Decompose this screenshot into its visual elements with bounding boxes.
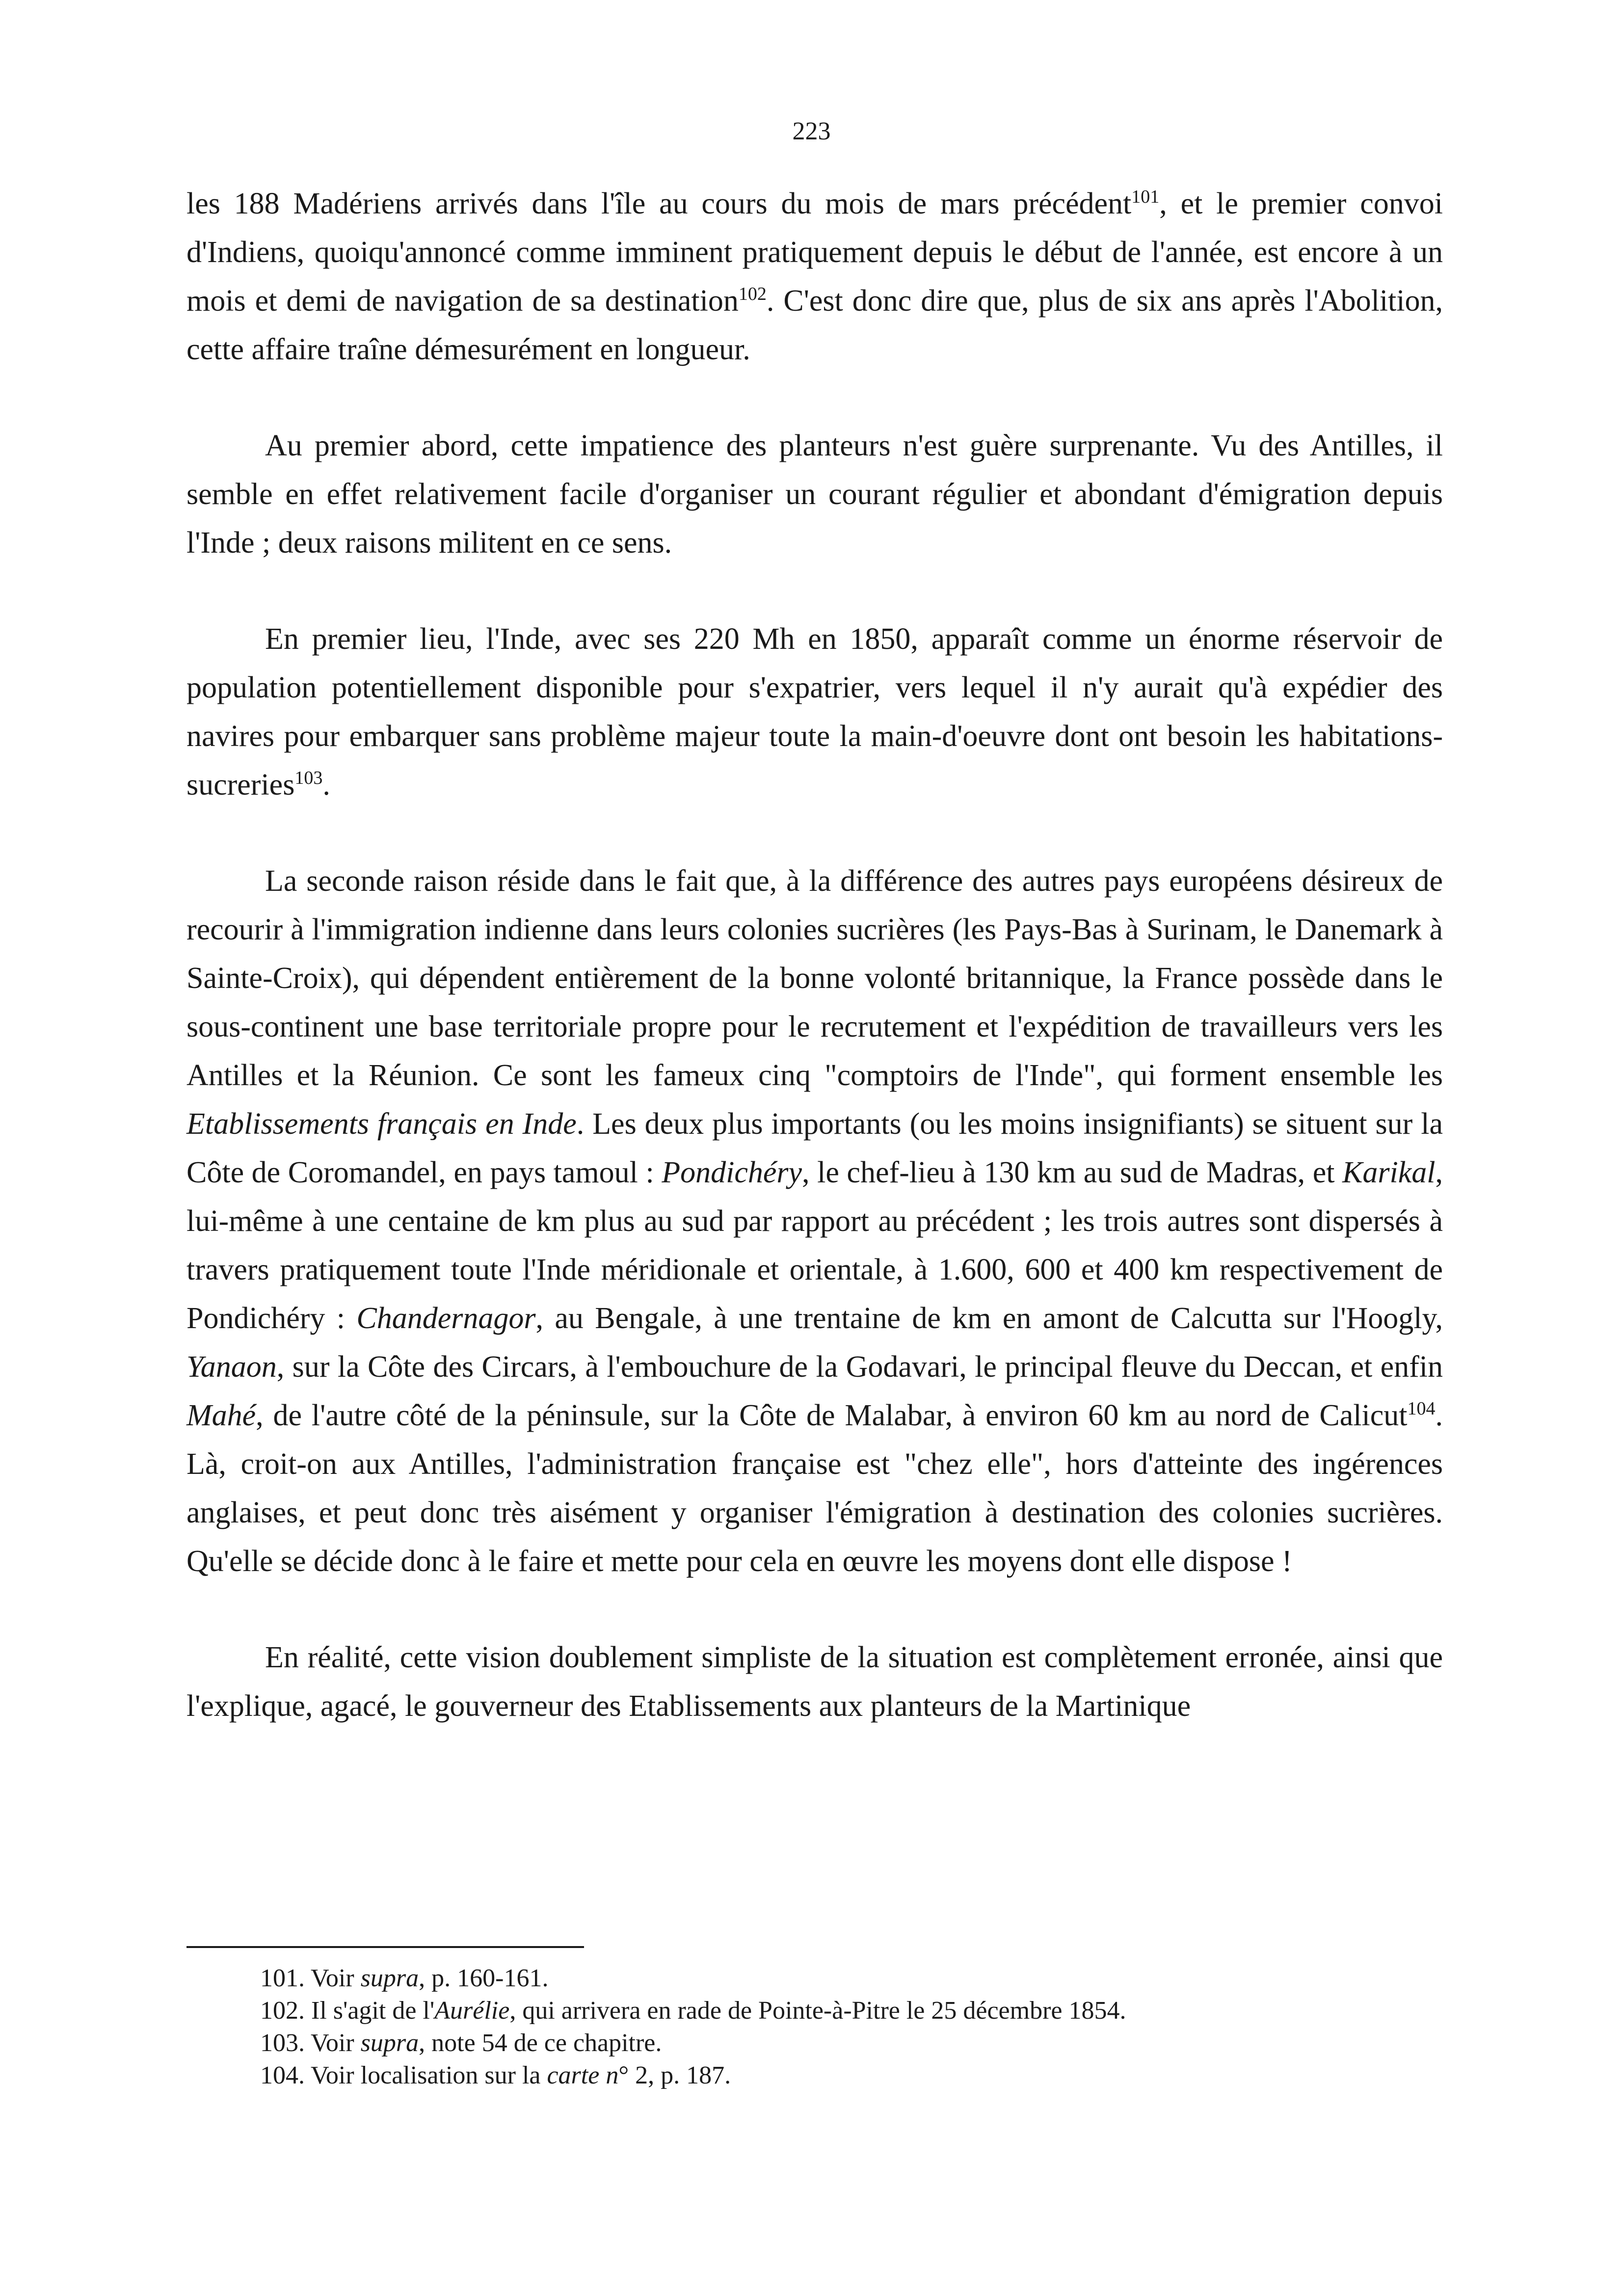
text-run: En premier lieu, l'Inde, avec ses 220 Mh en 1850, apparaît comme un énorme réservoir de population potentiellement disponible pour s'expatrier, vers lequel il n'y aurait qu'à expédier des navires pour embarquer sans problème majeur toute la main-d'oeuvre dont ont besoin les habitations-sucreries bbox=[186, 622, 1443, 801]
italic-text: Etablissements français en Inde bbox=[186, 1107, 577, 1141]
text-run: les 188 Madériens arrivés dans l'île au cours du mois de mars précédent bbox=[186, 187, 1132, 220]
text-run: , au Bengale, à une trentaine de km en amont de Calcutta sur l'Hoogly, bbox=[535, 1302, 1443, 1335]
italic-text: Mahé bbox=[186, 1399, 256, 1432]
italic-text: Karikal bbox=[1342, 1156, 1436, 1189]
text-run: . Là, croit-on aux Antilles, l'administration française est "chez elle", hors d'atteinte des ingérences anglaises, et peut donc très aisément y organiser l'émigration à destination des colonies sucrières. Qu'elle se décide donc à le faire et mette pour cela en œuvre les moyens dont elle dispose ! bbox=[186, 1399, 1443, 1578]
footnote bbox=[260, 2027, 1438, 2059]
text-run: , le chef-lieu à 130 km au sud de Madras, et bbox=[802, 1156, 1343, 1189]
footnote-reference: 101 bbox=[1131, 187, 1160, 207]
italic-text: Chandernagor bbox=[356, 1302, 536, 1335]
italic-text: Pondichéry bbox=[662, 1156, 802, 1189]
body-text bbox=[186, 180, 1443, 1731]
footnote-reference: 102 bbox=[738, 284, 767, 304]
text-run: 103. Voir bbox=[260, 2029, 361, 2057]
italic-text: carte n bbox=[547, 2061, 619, 2089]
italic-text: supra bbox=[360, 1964, 419, 1992]
text-run: Au premier abord, cette impatience des planteurs n'est guère surprenante. Vu des Antilles, il semble en effet relativement facile d'organiser un courant régulier et abondant d'émigration depuis l'Inde ; deux raisons militent en ce sens. bbox=[186, 429, 1443, 560]
italic-text: Aurélie bbox=[434, 1997, 510, 2025]
footnote-divider bbox=[186, 1946, 584, 1948]
text-run: . bbox=[322, 768, 330, 801]
text-run: En réalité, cette vision doublement simpliste de la situation est complètement erronée, ainsi que l'explique, agacé, le gouverneur des Etablissements aux planteurs de la Martinique bbox=[186, 1641, 1443, 1723]
text-run: , lui-même à une centaine de km plus au sud par rapport au précédent ; les trois autres sont dispersés à travers pratiquement toute l'Inde méridionale et orientale, à 1.600, 600 et 400 km respectivement de Pondichéry : bbox=[186, 1156, 1443, 1335]
italic-text: supra bbox=[360, 2029, 419, 2057]
page-number: 223 bbox=[792, 117, 831, 145]
paragraph bbox=[186, 857, 1443, 1586]
text-run: , note 54 de ce chapitre. bbox=[419, 2029, 662, 2057]
text-run: . Les deux plus importants (ou les moins insignifiants) se situent sur la Côte de Coromandel, en pays tamoul : bbox=[186, 1107, 1443, 1189]
italic-text: Yanaon bbox=[186, 1350, 277, 1384]
footnote bbox=[260, 2059, 1438, 2092]
footnotes bbox=[260, 1962, 1438, 2092]
footnote-reference: 104 bbox=[1407, 1398, 1436, 1419]
text-run: La seconde raison réside dans le fait que, à la différence des autres pays européens désireux de recourir à l'immigration indienne dans leurs colonies sucrières (les Pays-Bas à Surinam, le Danemark à Sainte-Croix), qui dépendent entièrement de la bonne volonté britannique, la France possède dans le sous-continent une base territoriale propre pour le recrutement et l'expédition de travailleurs vers les Antilles et la Réunion. Ce sont les fameux cinq "comptoirs de l'Inde", qui forment ensemble les bbox=[186, 864, 1443, 1092]
text-run: 102. Il s'agit de l' bbox=[260, 1997, 435, 2025]
text-run: , qui arrivera en rade de Pointe-à-Pitre le 25 décembre 1854. bbox=[509, 1997, 1126, 2025]
footnote bbox=[260, 1962, 1438, 1995]
text-run: 101. Voir bbox=[260, 1964, 361, 1992]
paragraph bbox=[186, 1633, 1443, 1731]
text-run: , sur la Côte des Circars, à l'embouchure de la Godavari, le principal fleuve du Deccan, et enfin bbox=[276, 1350, 1443, 1384]
text-run: 104. Voir localisation sur la bbox=[260, 2061, 547, 2089]
footnote-reference: 103 bbox=[294, 768, 323, 788]
paragraph bbox=[186, 615, 1443, 809]
paragraph bbox=[186, 422, 1443, 567]
text-run: , de l'autre côté de la péninsule, sur la Côte de Malabar, à environ 60 km au nord de Calicut bbox=[256, 1399, 1408, 1432]
text-run: , p. 160-161. bbox=[419, 1964, 549, 1992]
text-run: , et le premier convoi d'Indiens, quoiqu'annoncé comme imminent pratiquement depuis le début de l'année, est encore à un mois et demi de navigation de sa destination bbox=[186, 187, 1443, 318]
footnote bbox=[260, 1995, 1438, 2027]
text-run: . C'est donc dire que, plus de six ans après l'Abolition, cette affaire traîne démesurément en longueur. bbox=[186, 284, 1443, 366]
paragraph bbox=[186, 180, 1443, 374]
text-run: ° 2, p. 187. bbox=[618, 2061, 731, 2089]
